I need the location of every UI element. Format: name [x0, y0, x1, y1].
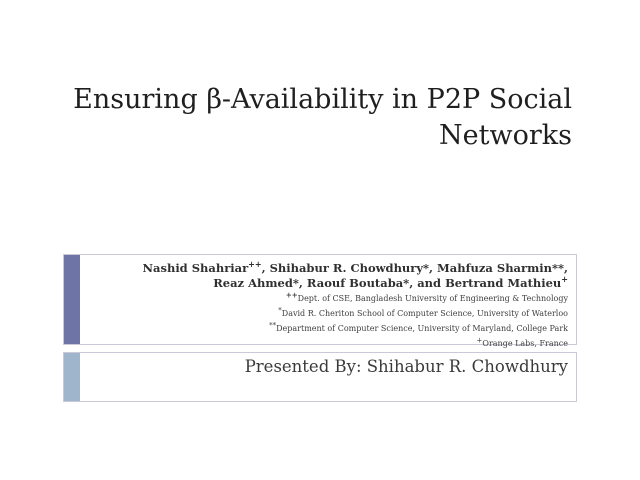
presenter-label: Presented By: Shihabur R. Chowdhury: [244, 357, 568, 376]
affiliation-text: David R. Cheriton School of Computer Science, University of Waterloo: [281, 309, 568, 318]
authors-box: [63, 254, 577, 348]
affiliation-3: [88, 321, 568, 336]
affiliation-mark: *: [278, 306, 282, 315]
title-line-1: Ensuring β-Availability in P2P Social: [73, 84, 572, 115]
authors-block: [88, 261, 568, 351]
affiliation-text: Orange Labs, France: [482, 339, 568, 348]
affiliation-mark: **: [269, 321, 277, 330]
affiliation-4: [88, 336, 568, 351]
author-mark-first: ++: [248, 259, 262, 270]
presenter-accent-bar: [64, 353, 80, 401]
title-line-2: Networks: [439, 120, 572, 151]
affiliation-1: [88, 291, 568, 306]
author-line-1: [88, 261, 568, 276]
presenter-box: [63, 352, 577, 402]
author-line-1-rest: , Shihabur R. Chowdhury*, Mahfuza Sharmin**,: [261, 261, 568, 275]
author-line-2-text: Reaz Ahmed*, Raouf Boutaba*, and Bertrand Mathieu: [213, 276, 562, 290]
affiliation-text: Dept. of CSE, Bangladesh University of Engineering & Technology: [297, 294, 568, 303]
author-line-2: [88, 276, 568, 291]
affiliation-text: Department of Computer Science, University of Maryland, College Park: [276, 324, 568, 333]
author-name-first: Nashid Shahriar: [142, 261, 249, 275]
affiliation-mark: ++: [285, 290, 298, 300]
affiliation-mark: +: [476, 336, 483, 345]
affiliation-2: [88, 306, 568, 321]
author-list: [88, 261, 568, 291]
slide-title: [72, 82, 572, 154]
authors-accent-bar: [64, 255, 80, 344]
author-mark-last: +: [561, 274, 568, 285]
